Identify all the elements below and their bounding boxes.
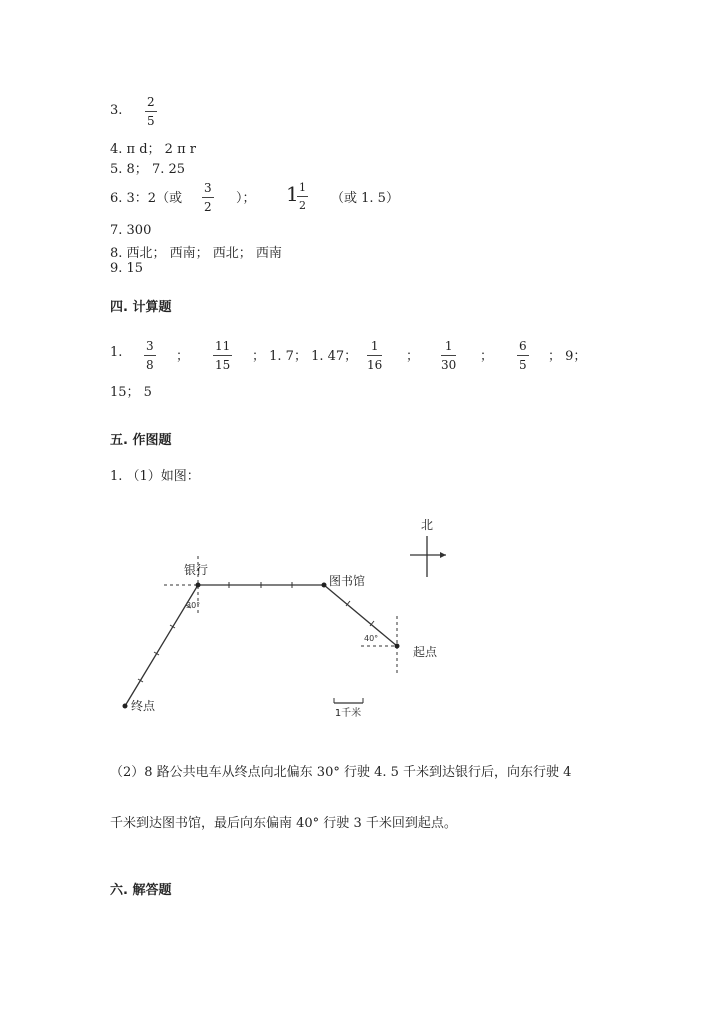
fraction-numerator: 1 [370,339,379,353]
calc-separator: ； [176,349,190,364]
fraction-numerator: 1 [299,181,306,194]
fraction-numerator: 6 [519,339,527,353]
route-segment-library-to-start [324,585,397,646]
start-label: 起点 [413,645,438,659]
scale-bar [334,698,363,719]
answer-3-label: 3. [110,103,123,118]
section-5-q2-line-1: （2）8 路公共电车从终点向北偏东 30° 行驶 4. 5 千米到达银行后，向东行驶 4 [110,765,572,780]
section-5-q2-line-2: 千米到达图书馆，最后向东偏南 40° 行驶 3 千米回到起点。 [110,816,457,831]
section-4-heading: 四. 计算题 [110,300,172,315]
fraction-numerator: 3 [204,181,212,195]
section-4-q1-label: 1. [110,345,123,360]
section-5-heading: 五. 作图题 [110,433,172,448]
scale-bar-label: 1千米 [334,708,362,719]
library-point [322,583,327,588]
fraction-denominator: 16 [367,358,383,372]
answer-6-suffix: （或 1. 5） [331,191,399,206]
bank-point [196,583,201,588]
section-5-q1-label: 1. （1）如图： [110,469,200,484]
section-6-heading: 六. 解答题 [110,883,172,898]
answer-5: 5. 8； 7. 25 [110,162,186,177]
answer-7: 7. 300 [110,223,152,238]
bank-angle-label: 30° [186,601,201,610]
start-point [395,644,400,649]
start-angle-label: 40° [364,634,379,643]
compass-north-label: 北 [420,518,434,532]
answer-6-mid: ）； [236,191,256,206]
calc-tail-text: ； 9； [548,349,587,364]
fraction-denominator: 8 [146,358,154,372]
library-label: 图书馆 [329,574,366,588]
compass [410,518,446,577]
fraction-denominator: 5 [519,358,527,372]
fraction-numerator: 11 [215,339,231,353]
fraction-numerator: 1 [444,339,453,353]
end-point [123,704,128,709]
answer-6-mixed-whole: 1 [286,182,299,206]
calc-mid-text: ； 1. 7； 1. 47； [252,349,358,364]
fraction-denominator: 2 [204,200,212,214]
calc-separator: ； [480,349,494,364]
bank-label: 银行 [184,563,209,577]
fraction-denominator: 2 [299,199,306,212]
end-label: 终点 [131,699,156,713]
compass-east-arrow-icon [440,552,446,558]
fraction-denominator: 5 [147,114,155,128]
fraction-numerator: 2 [147,95,155,109]
answer-8: 8. 西北； 西南； 西北； 西南 [110,246,282,261]
fraction-denominator: 30 [441,358,457,372]
answer-6-prefix: 6. 3：2（或 [110,191,183,206]
calc-separator: ； [406,349,420,364]
answer-9: 9. 15 [110,261,144,276]
calc-line-2: 15； 5 [110,385,152,400]
answer-4: 4. π d； 2 π r [110,142,196,157]
fraction-numerator: 3 [146,339,154,353]
fraction-denominator: 15 [215,358,231,372]
